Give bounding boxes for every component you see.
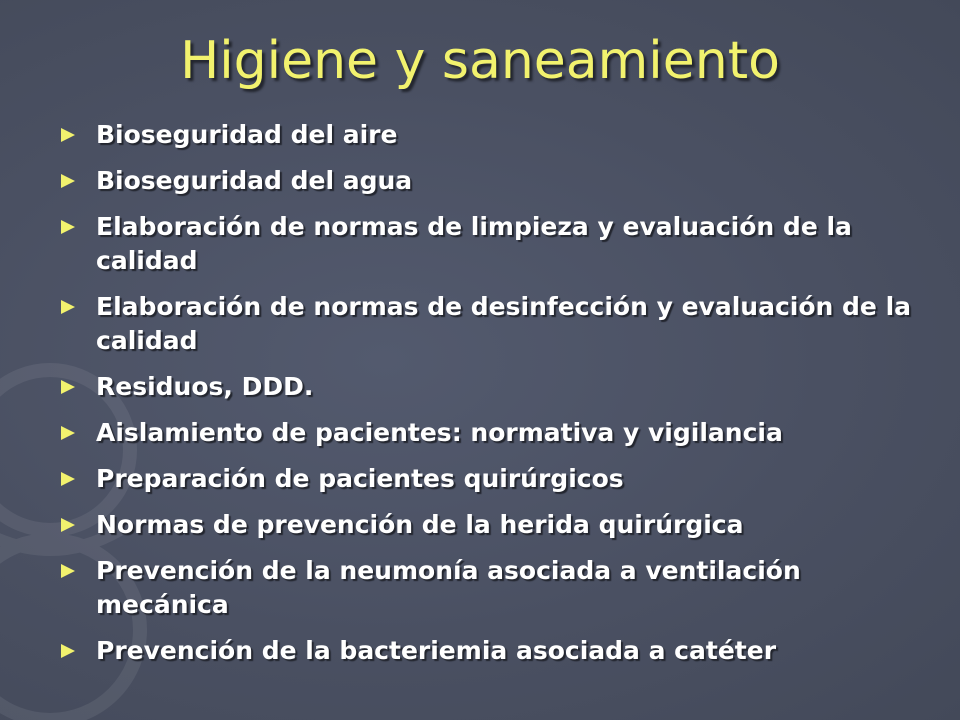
list-item bbox=[60, 118, 940, 152]
triangle-arrow-icon bbox=[60, 164, 96, 189]
triangle-arrow-icon bbox=[60, 118, 96, 143]
bullet-text: Normas de prevención de la herida quirúrgica bbox=[96, 510, 744, 539]
triangle-arrow-icon bbox=[60, 508, 96, 533]
triangle-arrow-icon bbox=[60, 370, 96, 395]
bullet-text: Bioseguridad del agua bbox=[96, 166, 413, 195]
list-item bbox=[60, 210, 940, 278]
slide-title: Higiene y saneamiento bbox=[180, 31, 780, 91]
list-item bbox=[60, 462, 940, 496]
triangle-arrow-icon bbox=[60, 554, 96, 579]
list-item bbox=[60, 164, 940, 198]
list-item bbox=[60, 290, 940, 358]
list-item bbox=[60, 634, 940, 668]
bullet-text: Elaboración de normas de desinfección y evaluación de la calidad bbox=[96, 292, 912, 355]
bullet-list bbox=[60, 118, 940, 680]
list-item bbox=[60, 554, 940, 622]
bullet-text: Prevención de la neumonía asociada a ventilación mecánica bbox=[96, 556, 801, 619]
triangle-arrow-icon bbox=[60, 290, 96, 315]
bullet-text: Elaboración de normas de limpieza y evaluación de la calidad bbox=[96, 212, 852, 275]
list-item bbox=[60, 416, 940, 450]
triangle-arrow-icon bbox=[60, 634, 96, 659]
bullet-text: Preparación de pacientes quirúrgicos bbox=[96, 464, 624, 493]
list-item bbox=[60, 508, 940, 542]
bullet-text: Bioseguridad del aire bbox=[96, 120, 398, 149]
bullet-text: Prevención de la bacteriemia asociada a catéter bbox=[96, 636, 777, 665]
triangle-arrow-icon bbox=[60, 210, 96, 235]
bullet-text: Residuos, DDD. bbox=[96, 372, 314, 401]
list-item bbox=[60, 370, 940, 404]
bullet-text: Aislamiento de pacientes: normativa y vigilancia bbox=[96, 418, 783, 447]
triangle-arrow-icon bbox=[60, 462, 96, 487]
triangle-arrow-icon bbox=[60, 416, 96, 441]
